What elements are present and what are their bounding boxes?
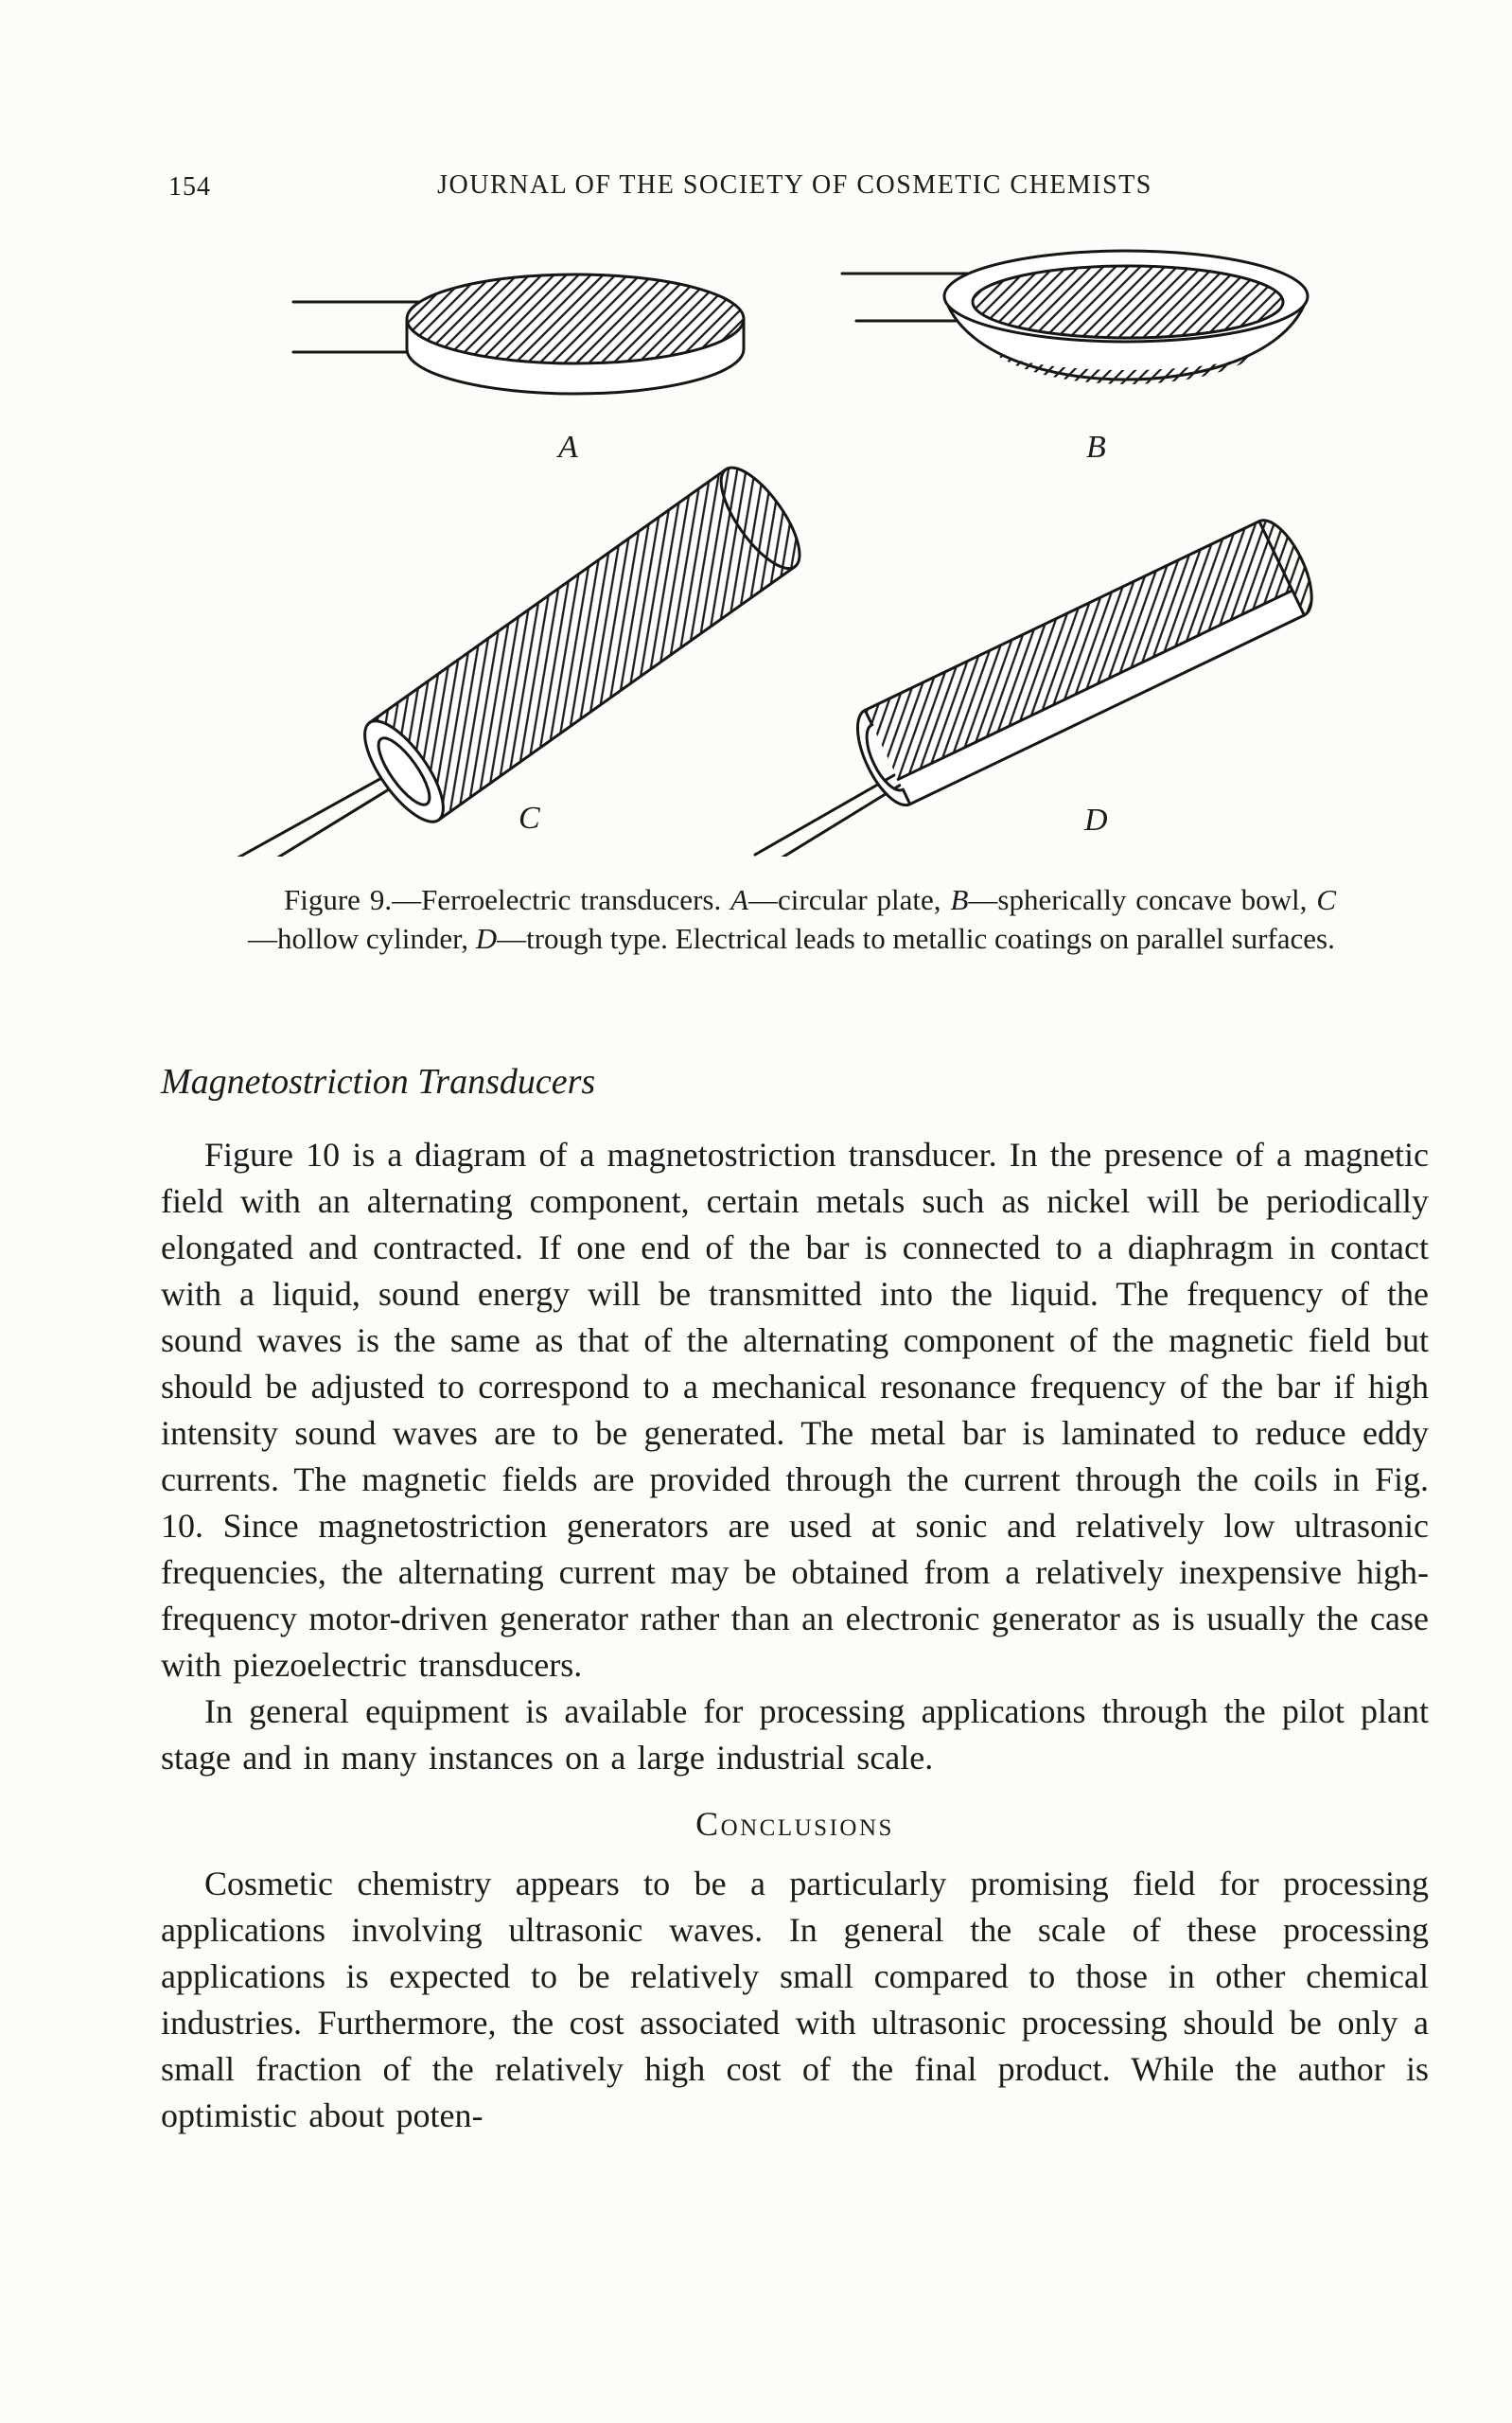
caption-a: A (730, 883, 749, 916)
paragraph-magnetostriction-2: In general equipment is available for processing applications through the pilot plant stage and in many instances on a large industrial scale. (161, 1692, 1429, 1777)
caption-c: C (1316, 883, 1336, 916)
journal-title: JOURNAL OF THE SOCIETY OF COSMETIC CHEMISTS (437, 170, 1152, 200)
drawing-hollow-cylinder (237, 456, 814, 857)
transducer-drawings (142, 232, 1372, 857)
figure-9-illustration (142, 232, 1372, 857)
caption-b: B (950, 883, 969, 916)
caption-lead: Figure 9.—Ferroelectric transducers. (284, 883, 731, 916)
drawing-circular-plate (293, 274, 744, 465)
paragraph-magnetostriction-1: Figure 10 is a diagram of a magnetostriction transducer. In the presence of a magnetic field with an alternating component, certain metals such as nickel will be periodically elongated and contracted. If one end of the bar is connected to a diaphragm in contact with a liquid, sound energy will be transmitted into the liquid. The frequency of the sound waves is the same as that of the alternating component of the magnetic field but should be adjusted to correspond to a mechanical resonance frequency of the bar if high intensity sound waves are to be generated. The metal bar is laminated to reduce eddy currents. The magnetic fields are provided through the current through the coils in Fig. 10. Since magnetostriction generators are used at sonic and relatively low ultrasonic frequencies, the alternating current may be obtained from a relatively inexpensive high-frequency motor-driven generator rather than an electronic generator as is usually the case with piezoelectric transducers. (161, 1136, 1429, 1684)
figure-label-c: C (519, 801, 540, 836)
figure-label-d: D (1084, 803, 1108, 838)
section-heading-conclusions: Conclusions (695, 1805, 894, 1843)
paragraph-conclusions-1: Cosmetic chemistry appears to be a particularly promising field for processing applications involving ultrasonic waves. In general the scale of these processing applications is expected to be relatively small compared to those in other chemical industries. Furthermore, the cost associated with ultrasonic processing should be only a small fraction of the relatively high cost of the final product. While the author is optimistic about poten- (161, 1865, 1429, 2134)
figure-caption (248, 880, 1336, 958)
caption-a-desc: —circular plate, (748, 883, 951, 916)
page-number: 154 (168, 172, 211, 202)
section-heading-magnetostriction: Magnetostriction Transducers (161, 1062, 596, 1102)
caption-d-desc: —trough type. Electrical leads to metallic coatings on parallel surfaces. (497, 922, 1335, 955)
caption-d: D (475, 922, 498, 955)
figure-label-b: B (1086, 430, 1106, 465)
drawing-concave-bowl (842, 251, 1308, 465)
page-header (161, 170, 1429, 208)
caption-c-desc: —hollow cylinder, (248, 922, 476, 955)
drawing-trough (755, 512, 1324, 857)
article-body (161, 1060, 1429, 2139)
caption-b-desc: —spherically concave bowl, (968, 883, 1317, 916)
figure-label-a: A (558, 430, 578, 465)
